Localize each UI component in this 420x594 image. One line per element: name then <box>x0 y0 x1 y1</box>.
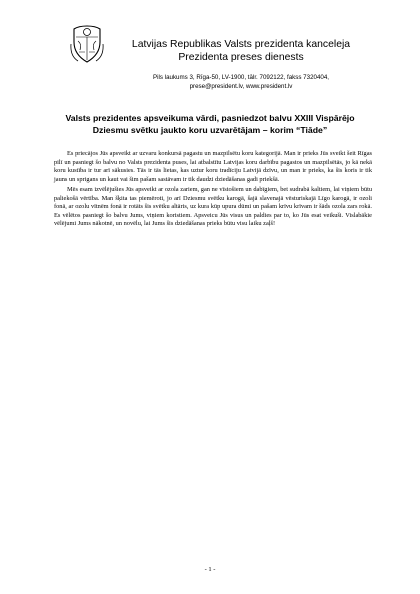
contact-line-1: Pils laukums 3, Rīga-50, LV-1900, tālr. 7092122, fakss 7320404, <box>153 74 329 81</box>
speech-body <box>54 150 372 231</box>
org-line-2: Prezidenta preses dienests <box>178 52 304 63</box>
document-title <box>40 112 380 136</box>
page-number: - 1 - <box>204 566 216 573</box>
org-line-1: Latvijas Republikas Valsts prezidenta kanceleja <box>131 39 351 50</box>
contact-line-2: prese@president.lv, www.president.lv <box>189 83 293 90</box>
contact-info <box>112 73 370 91</box>
paragraph-2: Mēs esam izvēlējušies Jūs apsveikt ar ozola zariem, gan ne vīstošiem un dabīgiem, bet sudrabā kaltiem, lai viņiem būtu paliekošā vērtība. Man šķita tas piemēroti, jo arī Dziesmu svētku karogā, šajā slavenajā vēsturiskajā Līgo karogā, ir ozoli fonā, ar ozolu vītnēm fonā ir rotāts šis svētku altāris, uz kura kūp upura dūmi un pašam krīvu krīvam ir šāds ozola zars rokā. Es vēlētos pasniegt šo balvu Jums, viņiem koristiem. Apsveicu Jūs visus un paldies par to, ko Jūs esat veikuši. Vislabākie vēlējumi Jums nākotnē, un novēlu, lai Jums šis dziedāšanas prieks būtu visu laiku zaļš! <box>54 186 372 227</box>
title-line-1: Valsts prezidentes apsveikuma vārdi, pasniedzot balvu XXIII Vispārējo <box>65 113 355 123</box>
title-line-2: Dziesmu svētku jaukto koru uzvarētājam – korim “Tiāde” <box>92 125 328 135</box>
paragraph-1: Es priecājos Jūs apsveikt ar uzvaru konkursā pagastu un mazpilsētu koru kategorijā. Man ir prieks Jūs sveikt šeit Rīgas pilī un pasniegt šo balvu no Valsts prezidenta puses, lai atbalstītu Latvijas koru darbību pagastos un mazpilsētās, jo kā nekā koru kustība ir tur arī sākusies. Tās ir tās lietas, kas uztur koru tradīciju Latvijā dzīvu, un man ir prieks, ka šis koris ir tik jauns un sprigans un kaut vai šim pašam sastāvam ir tik daudzi dziedāšanas gadi priekšā. <box>54 150 372 183</box>
organization-name <box>112 38 370 64</box>
latvian-coat-of-arms-icon <box>70 24 104 64</box>
